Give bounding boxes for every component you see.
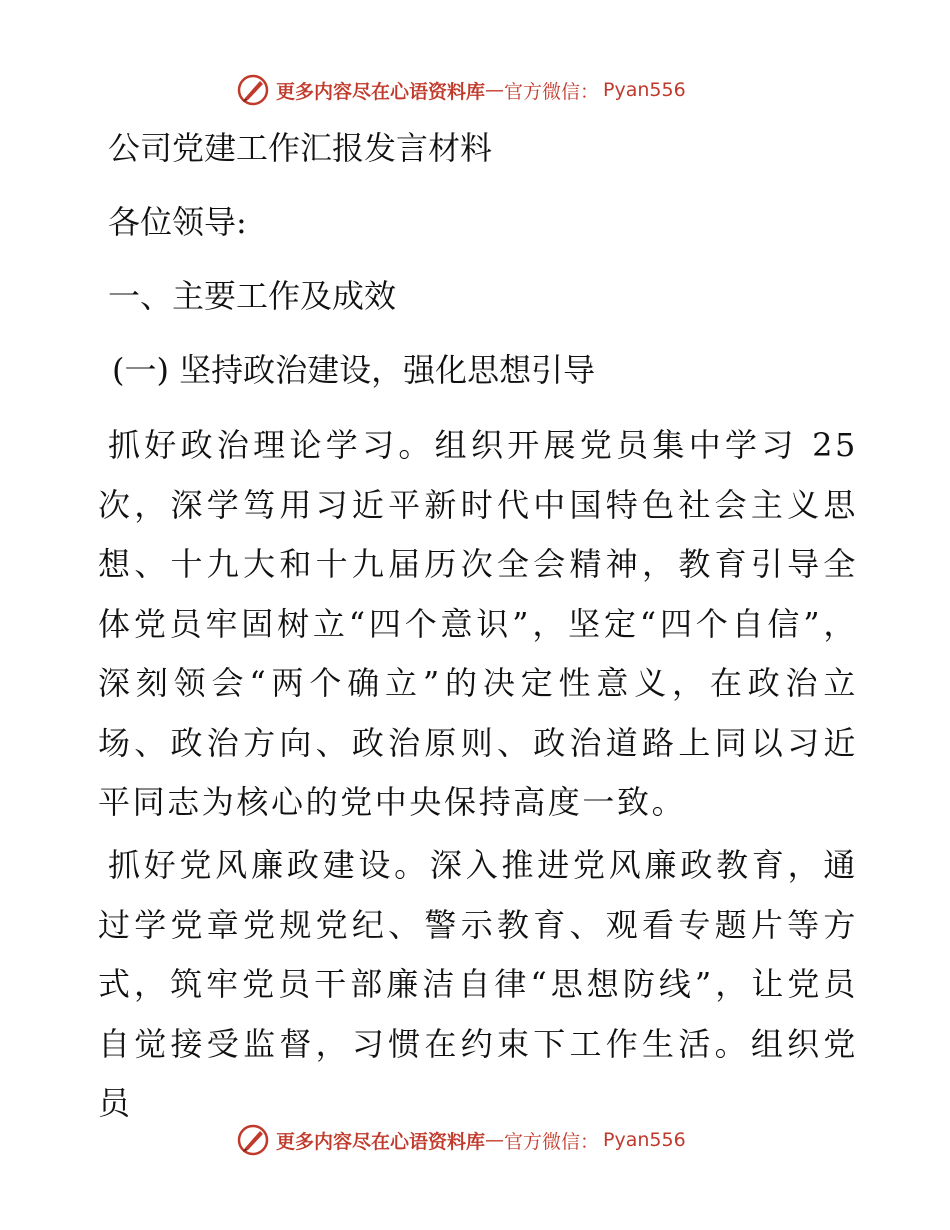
watermark-sub-text: 官方微信： <box>504 1130 600 1153</box>
document-title: 公司党建工作汇报发言材料 <box>108 129 493 167</box>
pen-logo-icon <box>236 1123 270 1157</box>
watermark-header <box>236 72 686 108</box>
paragraph-clean-governance <box>98 836 858 1134</box>
watermark-main-text: 更多内容尽在心语资料库 <box>276 80 486 103</box>
watermark-footer <box>236 1122 686 1158</box>
watermark-sub-text: 官方微信： <box>504 80 600 103</box>
paragraph-text: 抓好党风廉政建设。深入推进党风廉政教育，通过学党章党规党纪、警示教育、观看专题片等方式，筑牢党员干部廉洁自律“思想防线”，让党员自觉接受监督，习惯在约束下工作生活。组织党员 <box>98 846 858 1122</box>
section-heading: 一、主要工作及成效 <box>108 277 397 315</box>
pen-logo-icon <box>236 73 270 107</box>
subsection-heading: (一) 坚持政治建设，强化思想引导 <box>112 351 596 389</box>
watermark-separator: — <box>485 1129 505 1151</box>
salutation: 各位领导: <box>108 203 247 241</box>
watermark-separator: — <box>485 79 505 101</box>
paragraph-political-study <box>98 416 858 833</box>
watermark-wechat-id: Pyan556 <box>603 1129 686 1151</box>
watermark-main-text: 更多内容尽在心语资料库 <box>276 1130 486 1153</box>
watermark-wechat-id: Pyan556 <box>603 79 686 101</box>
paragraph-text: 抓好政治理论学习。组织开展党员集中学习 25 次，深学笃用习近平新时代中国特色社会主义思想、十九大和十九届历次全会精神，教育引导全体党员牢固树立“四个意识”，坚定“四个自信”，深刻领会“两个确立”的决定性意义，在政治立场、政治方向、政治原则、政治道路上同以习近平同志为核心的党中央保持高度一致。 <box>98 426 858 821</box>
